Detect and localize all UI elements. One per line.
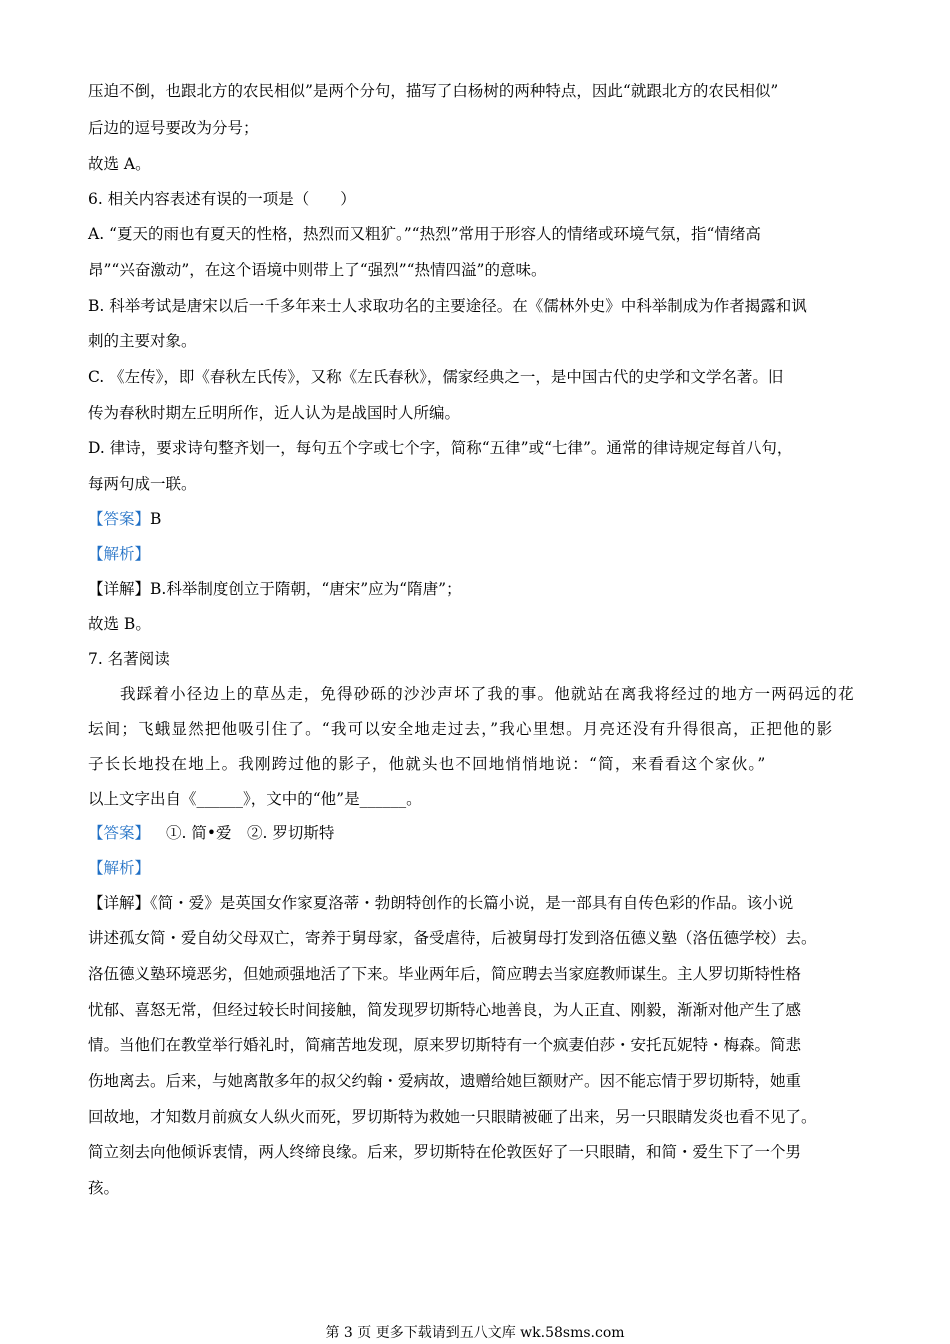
question-7-detail xyxy=(88,892,793,914)
detail-line: 回故地，才知数月前疯女人纵火而死，罗切斯特为救她一只眼睛被砸了出来，另一只眼睛发炎也看不见了。 xyxy=(88,1108,817,1126)
detail-text: 《简・爱》是英国女作家夏洛蒂・勃朗特创作的长篇小说，是一部具有自传色彩的作品。该小说 xyxy=(150,894,794,912)
answer-value: B xyxy=(150,510,162,528)
question-7-stem: 7. 名著阅读 xyxy=(88,650,170,668)
question-6-option-line: D. 律诗，要求诗句整齐划一，每句五个字或七个字，简称“五律”或“七律”。通常的律诗规定每首八句， xyxy=(88,439,793,457)
question-6-option-line: A. “夏天的雨也有夏天的性格，热烈而又粗犷。”“热烈”常用于形容人的情绪或环境气氛，指“情绪高 xyxy=(88,225,761,243)
question-6-conclusion: 故选 B。 xyxy=(88,615,151,633)
detail-line: 洛伍德义塾环境恶劣，但她顽强地活了下来。毕业两年后，简应聘去当家庭教师谋生。主人罗切斯特性格 xyxy=(88,965,802,983)
detail-line: 讲述孤女简・爱自幼父母双亡，寄养于舅母家，备受虐待，后被舅母打发到洛伍德义塾（洛伍德学校）去。 xyxy=(88,929,817,947)
detail-line: 孩。 xyxy=(88,1179,120,1197)
detail-text: B.科举制度创立于隋朝，“唐宋”应为“隋唐”； xyxy=(150,580,462,598)
question-6-analysis-tag: 【解析】 xyxy=(88,545,151,563)
answer-tag: 【答案】 xyxy=(88,510,151,528)
question-6-option-line: 每两句成一联。 xyxy=(88,475,197,493)
question-6-option-line: C. 《左传》，即《春秋左氏传》，又称《左氏春秋》，儒家经典之一，是中国古代的史学和文学名著。旧 xyxy=(88,368,784,386)
question-7-question: 以上文字出自《______》，文中的“他”是______。 xyxy=(88,790,422,808)
intro-conclusion: 故选 A。 xyxy=(88,155,151,173)
passage-line: 坛间；飞蛾显然把他吸引住了。“我可以安全地走过去，”我心里想。月亮还没有升得很高，正把他的影 xyxy=(88,720,834,738)
question-6-option-line: 传为春秋时期左丘明所作，近人认为是战国时人所编。 xyxy=(88,404,461,422)
detail-line: 伤地离去。后来，与她离散多年的叔父约翰・爱病故，遗赠给她巨额财产。因不能忘情于罗切斯特，她重 xyxy=(88,1072,802,1090)
question-6-answer xyxy=(88,508,161,530)
detail-line: 忧郁、喜怒无常，但经过较长时间接触，简发现罗切斯特心地善良，为人正直、刚毅，渐渐对他产生了感 xyxy=(88,1001,802,1019)
question-6-detail xyxy=(88,578,462,600)
answer-value: ①. 简•爱 ②. 罗切斯特 xyxy=(166,824,335,842)
question-7-answer xyxy=(88,822,334,844)
passage-line: 我踩着小径边上的草丛走，免得砂砾的沙沙声坏了我的事。他就站在离我将经过的地方一两码远的花 xyxy=(120,685,855,703)
detail-line: 简立刻去向他倾诉衷情，两人终缔良缘。后来，罗切斯特在伦敦医好了一只眼睛，和简・爱生下了一个男 xyxy=(88,1143,802,1161)
intro-line: 压迫不倒，也跟北方的农民相似”是两个分句，描写了白杨树的两种特点，因此“就跟北方的农民相似” xyxy=(88,82,779,100)
intro-line: 后边的逗号要改为分号； xyxy=(88,119,259,137)
question-6-stem: 6. 相关内容表述有误的一项是（ ） xyxy=(88,190,356,208)
answer-tag: 【答案】 xyxy=(88,824,151,842)
detail-tag: 【详解】 xyxy=(88,894,151,912)
page-footer: 第 3 页 更多下载请到五八文库 wk.58sms.com xyxy=(325,1325,625,1341)
passage-line: 子长长地投在地上。我刚跨过他的影子，他就头也不回地悄悄地说：“简，来看看这个家伙。” xyxy=(88,755,767,773)
question-6-option-line: 昂”“兴奋激动”，在这个语境中则带上了“强烈”“热情四溢”的意味。 xyxy=(88,261,547,279)
question-6-option-line: 刺的主要对象。 xyxy=(88,332,197,350)
question-6-option-line: B. 科举考试是唐宋以后一千多年来士人求取功名的主要途径。在《儒林外史》中科举制成为作者揭露和讽 xyxy=(88,297,807,315)
question-7-analysis-tag: 【解析】 xyxy=(88,859,151,877)
detail-tag: 【详解】 xyxy=(88,580,151,598)
detail-line: 情。当他们在教堂举行婚礼时，简痛苦地发现，原来罗切斯特有一个疯妻伯莎・安托瓦妮特・梅森。简悲 xyxy=(88,1036,802,1054)
